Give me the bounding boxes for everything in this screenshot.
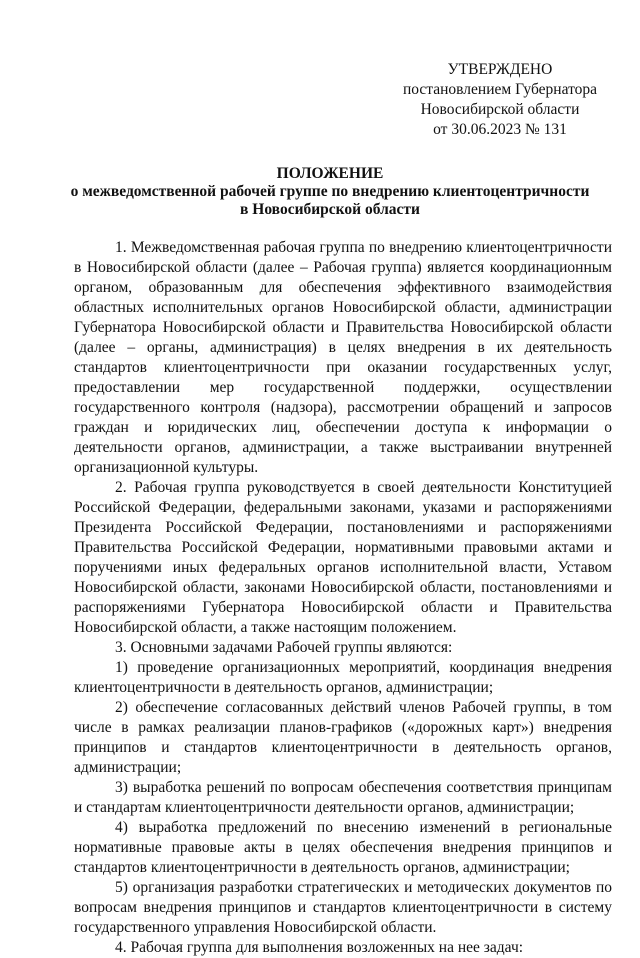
paragraph-2: 2. Рабочая группа руководствуется в своей деятельности Конституцией Российской Федерации, федеральными законами, указами и распоряжениями Президента Российской Федерации, постановлениями и распоряжениями Правительства Российской Федерации, нормативными правовыми актами и поручениями иных федеральных органов исполнительной власти, Уставом Новосибирской области, законами Новосибирской области, постановлениями и распоряжениями Губернатора Новосибирской области и Правительства Новосибирской области, а также настоящим положением.	[74, 479, 612, 636]
approval-region: Новосибирской области	[420, 101, 580, 118]
document-title	[40, 165, 620, 219]
paragraph-1: 1. Межведомственная рабочая группа по внедрению клиентоцентричности в Новосибирской области (далее – Рабочая группа) является координационным органом, образованным для обеспечения эффективного взаимодействия областных исполнительных органов Новосибирской области, администрации Губернатора Новосибирской области и Правительства Новосибирской области (далее – органы, администрация) в целях внедрения в их деятельность стандартов клиентоцентричности при оказании государственных услуг, предоставлении мер государственной поддержки, осуществлении государственного контроля (надзора), рассмотрении обращений и запросов граждан и юридических лиц, обеспечении доступа к информации о деятельности органов, администрации, а также выстраивании внутренней организационной культуры.	[74, 239, 612, 476]
title-subtitle-line2: в Новосибирской области	[240, 201, 420, 218]
list-item-4: 4) выработка предложений по внесению изменений в региональные нормативные правовые акты в целях обеспечения внедрения принципов и стандартов клиентоцентричности в деятельность органов, администрации;	[74, 819, 612, 876]
title-subtitle-line1: о межведомственной рабочей группе по внедрению клиентоцентричности	[70, 183, 590, 200]
paragraph-3: 3. Основными задачами Рабочей группы являются:	[115, 639, 453, 656]
approval-date-number: от 30.06.2023 № 131	[433, 121, 567, 138]
document-body	[74, 238, 612, 958]
title-heading: ПОЛОЖЕНИЕ	[276, 165, 384, 182]
approval-resolution: постановлением Губернатора	[402, 81, 598, 98]
list-item-5: 5) организация разработки стратегических и методических документов по вопросам внедрения принципов и стандартов клиентоцентричности в систему государственного управления Новосибирской области.	[74, 879, 612, 936]
list-item-3: 3) выработка решений по вопросам обеспечения соответствия принципам и стандартам клиентоцентричности деятельности органов, администрации;	[74, 779, 612, 816]
approval-stamp	[380, 60, 620, 140]
approval-heading: УТВЕРЖДЕНО	[447, 61, 553, 78]
list-item-1: 1) проведение организационных мероприятий, координация внедрения клиентоцентричности в деятельность органов, администрации;	[74, 659, 612, 696]
paragraph-4: 4. Рабочая группа для выполнения возложенных на нее задач:	[115, 939, 524, 956]
list-item-2: 2) обеспечение согласованных действий членов Рабочей группы, в том числе в рамках реализации планов-графиков («дорожных карт») внедрения принципов и стандартов клиентоцентричности в деятельность органов, администрации;	[74, 699, 612, 776]
